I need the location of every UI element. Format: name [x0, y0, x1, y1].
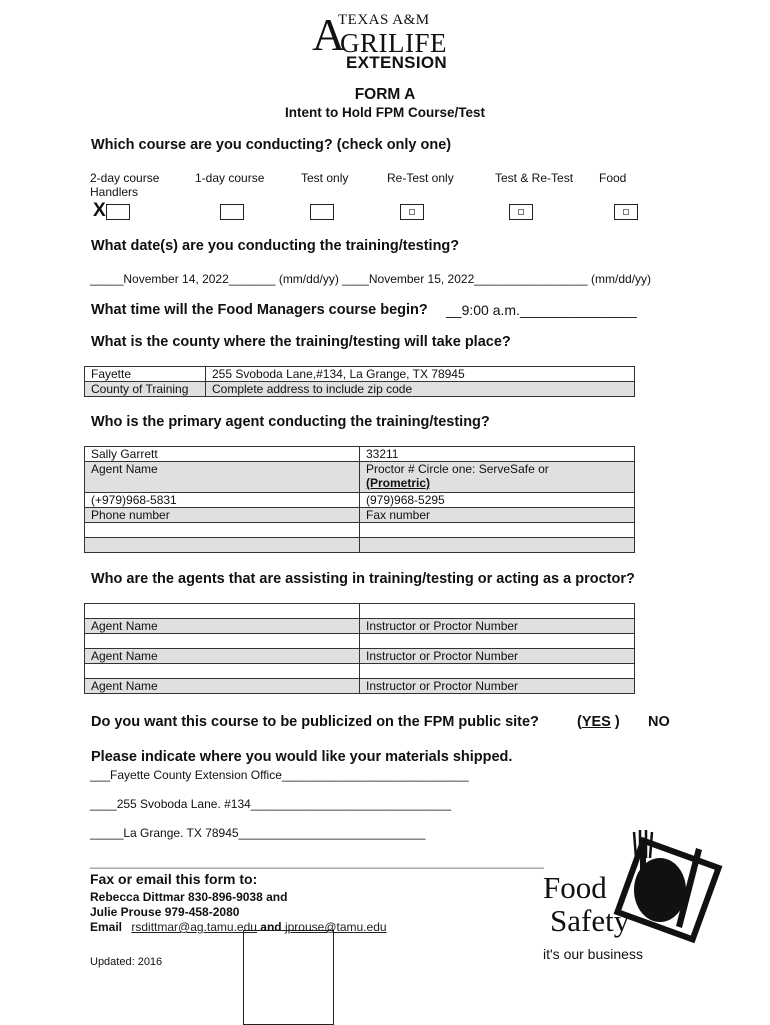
- course-option-label: 2-day course: [90, 171, 160, 185]
- email-label: Email: [90, 920, 123, 934]
- yes-close-paren: ): [614, 714, 620, 730]
- address-label: Complete address to include zip code: [206, 382, 635, 397]
- assisting-name-input[interactable]: [85, 604, 360, 619]
- publicize-no-option[interactable]: NO: [648, 714, 670, 730]
- check-mark: X: [93, 200, 106, 221]
- course-checkbox[interactable]: [400, 204, 424, 220]
- course-option-label: Test & Re-Test: [495, 171, 574, 185]
- agent-name-value[interactable]: Sally Garrett: [85, 447, 360, 462]
- county-question: What is the county where the training/testing will take place?: [91, 334, 511, 350]
- assisting-number-label: Instructor or Proctor Number: [360, 649, 635, 664]
- contact-person: Julie Prouse 979-458-2080: [90, 905, 240, 919]
- proctor-label-cell: [360, 462, 635, 493]
- publicize-question: Do you want this course to be publicized on the FPM public site?: [91, 714, 539, 730]
- updated-note: Updated: 2016: [90, 956, 163, 968]
- form-title: FORM A: [354, 86, 416, 103]
- time-field[interactable]: __9:00 a.m._______________: [446, 302, 637, 318]
- dates-question: What date(s) are you conducting the training/testing?: [91, 238, 460, 254]
- contact-person: Rebecca Dittmar 830-896-9038 and: [90, 890, 288, 904]
- assisting-number-label: Instructor or Proctor Number: [360, 679, 635, 694]
- course-question: Which course are you conducting? (check only one): [91, 137, 452, 153]
- proctor-label: Proctor # Circle one: ServeSafe or: [366, 462, 549, 476]
- divider-rule: ____________________________________________________________________: [90, 855, 544, 869]
- course-checkbox[interactable]: [509, 204, 533, 220]
- yes-open-paren: (: [577, 714, 582, 730]
- assisting-table: [84, 603, 635, 694]
- course-option-label: Re-Test only: [387, 171, 454, 185]
- shipping-line[interactable]: ___Fayette County Extension Office____________________________: [90, 768, 469, 782]
- blank-cell: [85, 538, 360, 553]
- county-value[interactable]: Fayette: [85, 367, 206, 382]
- fax-label: Fax number: [360, 508, 635, 523]
- proctor-number-value[interactable]: 33211: [360, 447, 635, 462]
- contact-heading: Fax or email this form to:: [90, 871, 258, 887]
- primary-agent-question: Who is the primary agent conducting the training/testing?: [91, 414, 490, 430]
- form-subtitle: Intent to Hold FPM Course/Test: [285, 105, 485, 120]
- time-question: What time will the Food Managers course begin?: [91, 302, 428, 318]
- contact-email-line: [90, 920, 387, 934]
- county-label: County of Training: [85, 382, 206, 397]
- blank-cell[interactable]: [360, 523, 635, 538]
- email-and: and: [260, 920, 282, 934]
- assisting-name-label: Agent Name: [85, 649, 360, 664]
- phone-value[interactable]: (+979)968-5831: [85, 493, 360, 508]
- assisting-number-input[interactable]: [360, 664, 635, 679]
- primary-agent-table: [84, 446, 635, 553]
- logo-line3: EXTENSION: [346, 53, 447, 72]
- email-link[interactable]: jprouse@tamu.edu: [284, 920, 387, 934]
- blank-cell[interactable]: [85, 523, 360, 538]
- assisting-name-input[interactable]: [85, 664, 360, 679]
- yes-label: YES: [581, 714, 611, 730]
- shipping-question: Please indicate where you would like your materials shipped.: [91, 749, 513, 765]
- phone-label: Phone number: [85, 508, 360, 523]
- address-value[interactable]: 255 Svoboda Lane,#134, La Grange, TX 78945: [206, 367, 635, 382]
- course-checkbox[interactable]: [106, 204, 130, 220]
- assisting-name-input[interactable]: [85, 634, 360, 649]
- course-option-label-wrap: Handlers: [90, 185, 139, 199]
- assisting-number-input[interactable]: [360, 604, 635, 619]
- course-checkbox[interactable]: [310, 204, 334, 220]
- logo-line2: GRILIFE: [340, 28, 447, 58]
- fax-value[interactable]: (979)968-5295: [360, 493, 635, 508]
- assisting-name-label: Agent Name: [85, 679, 360, 694]
- logo-big-letter: A: [312, 9, 346, 60]
- food-safety-tagline: it's our business: [543, 946, 643, 962]
- dates-field[interactable]: _____November 14, 2022_______ (mm/dd/yy) ____November 15, 2022_________________ (mm/dd/yy): [90, 272, 652, 286]
- blank-cell: [360, 538, 635, 553]
- course-option-label: Food: [599, 171, 627, 185]
- shipping-line[interactable]: _____La Grange. TX 78945____________________________: [90, 826, 426, 840]
- shipping-line[interactable]: ____255 Svoboda Lane. #134______________________________: [90, 797, 452, 811]
- email-link[interactable]: rsdittmar@ag.tamu.edu: [131, 920, 257, 934]
- empty-box: [243, 930, 334, 1025]
- county-table: [84, 366, 635, 397]
- course-checkbox[interactable]: [220, 204, 244, 220]
- publicize-yes-option[interactable]: [577, 714, 620, 730]
- logo-line1: TEXAS A&M: [338, 12, 430, 28]
- course-option-label: Test only: [301, 171, 349, 185]
- agent-name-label: Agent Name: [85, 462, 360, 493]
- assisting-question: Who are the agents that are assisting in training/testing or acting as a proctor?: [91, 571, 635, 587]
- assisting-number-input[interactable]: [360, 634, 635, 649]
- assisting-name-label: Agent Name: [85, 619, 360, 634]
- food-safety-line1: Food: [543, 870, 607, 905]
- course-checkbox[interactable]: [614, 204, 638, 220]
- assisting-number-label: Instructor or Proctor Number: [360, 619, 635, 634]
- proctor-choice-circled[interactable]: (Prometric): [366, 476, 431, 490]
- food-safety-line2: Safety: [550, 903, 630, 938]
- course-option-label: 1-day course: [195, 171, 265, 185]
